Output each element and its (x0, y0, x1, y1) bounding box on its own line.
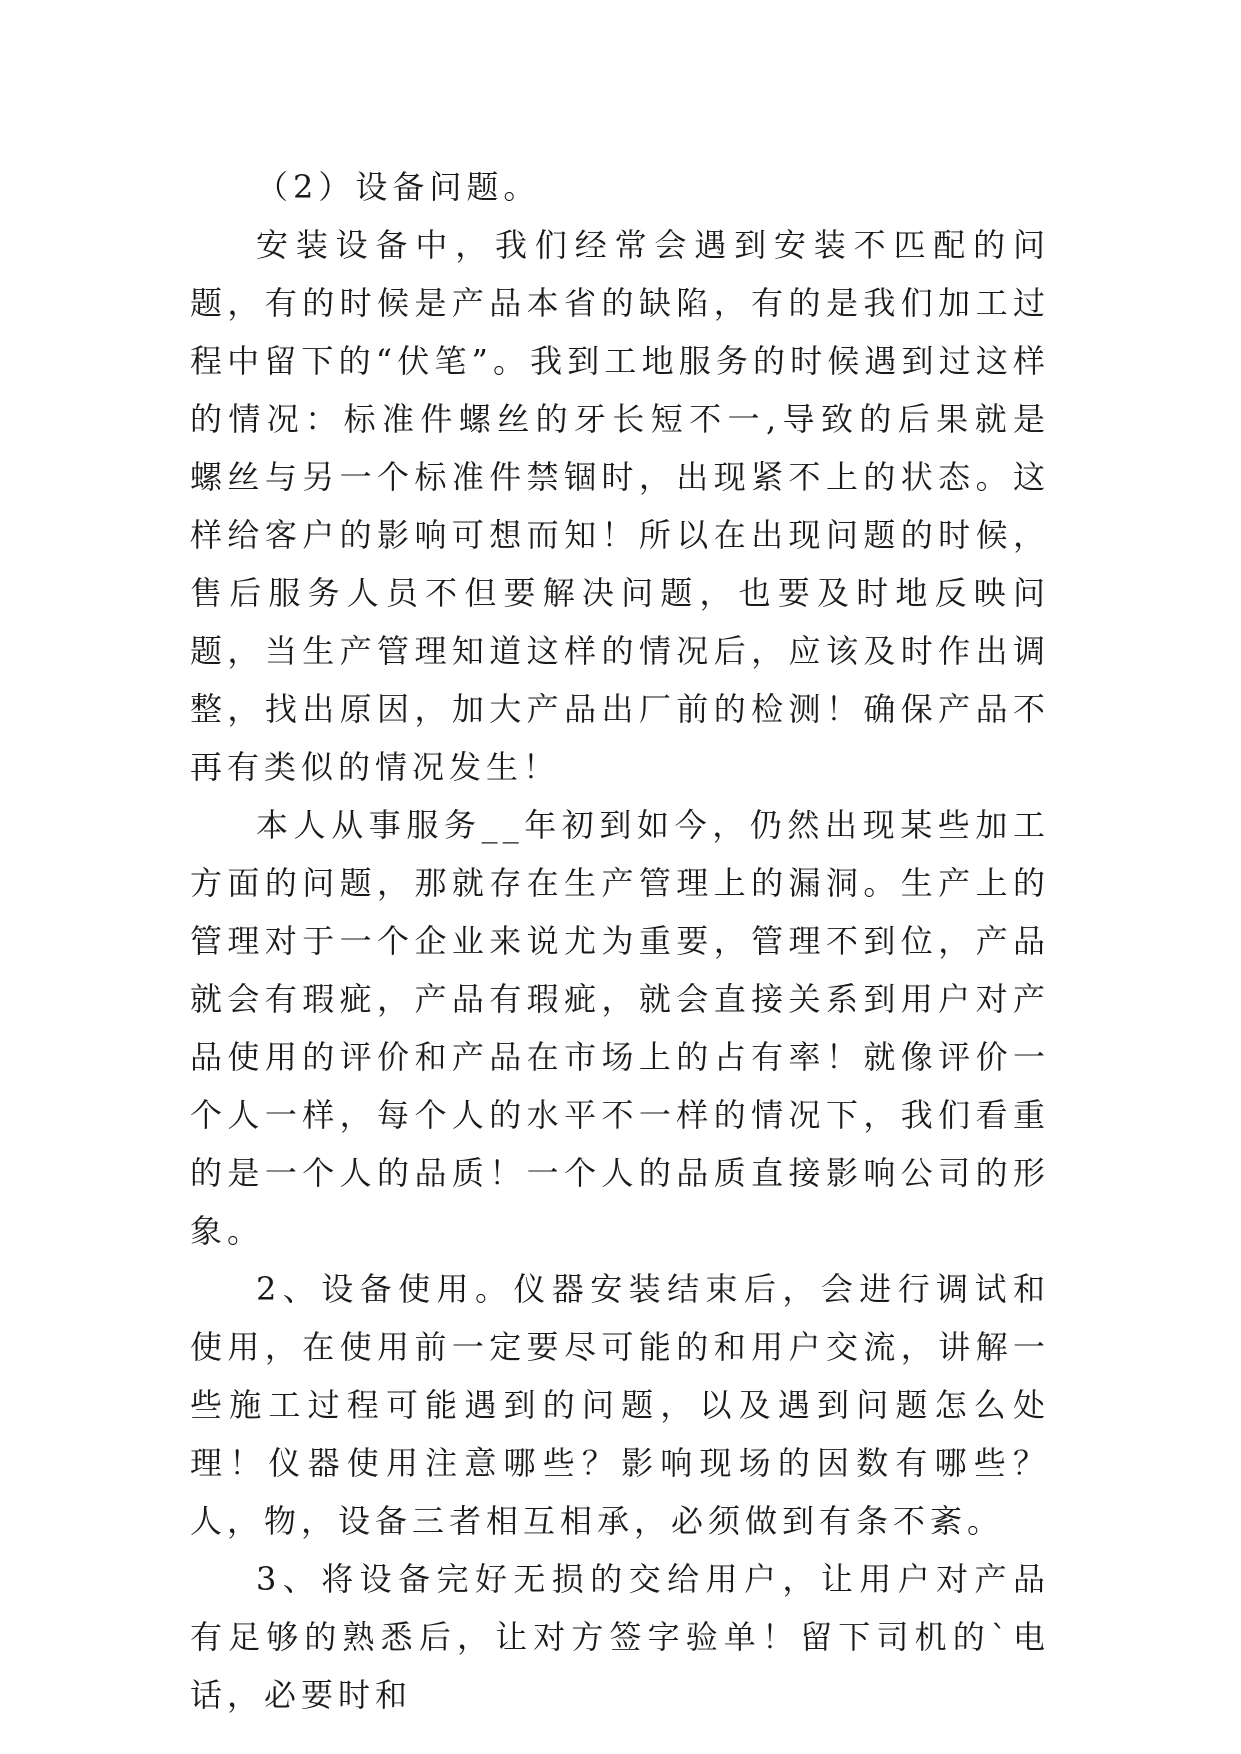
paragraph-equipment-usage: 2、设备使用。仪器安装结束后，会进行调试和使用，在使用前一定要尽可能的和用户交流，讲解一些施工过程可能遇到的问题，以及遇到问题怎么处理！仪器使用注意哪些？影响现场的因数有哪些？人，物，设备三者相互相承，必须做到有条不紊。 (190, 1270, 1050, 1540)
paragraph-equipment-handover: 3、将设备完好无损的交给用户，让用户对产品有足够的熟悉后，让对方签字验单！留下司机的`电话，必要时和 (190, 1560, 1050, 1714)
paragraph-equipment-issue-heading: （2）设备问题。 (256, 168, 541, 206)
paragraph-installation-mismatch: 安装设备中，我们经常会遇到安装不匹配的问题，有的时候是产品本省的缺陷，有的是我们加工过程中留下的“伏笔”。我到工地服务的时候遇到过这样的情况：标准件螺丝的牙长短不一,导致的后果就是螺丝与另一个标准件禁锢时，出现紧不上的状态。这样给客户的影响可想而知！所以在出现问题的时候，售后服务人员不但要解决问题，也要及时地反映问题，当生产管理知道这样的情况后，应该及时作出调整，找出原因，加大产品出厂前的检测！确保产品不再有类似的情况发生！ (190, 226, 1050, 786)
document-body (190, 158, 1050, 1724)
paragraph-production-management: 本人从事服务__年初到如今，仍然出现某些加工方面的问题，那就存在生产管理上的漏洞。生产上的管理对于一个企业来说尤为重要，管理不到位，产品就会有瑕疵，产品有瑕疵，就会直接关系到用户对产品使用的评价和产品在市场上的占有率！就像评价一个人一样，每个人的水平不一样的情况下，我们看重的是一个人的品质！一个人的品质直接影响公司的形象。 (190, 806, 1050, 1250)
